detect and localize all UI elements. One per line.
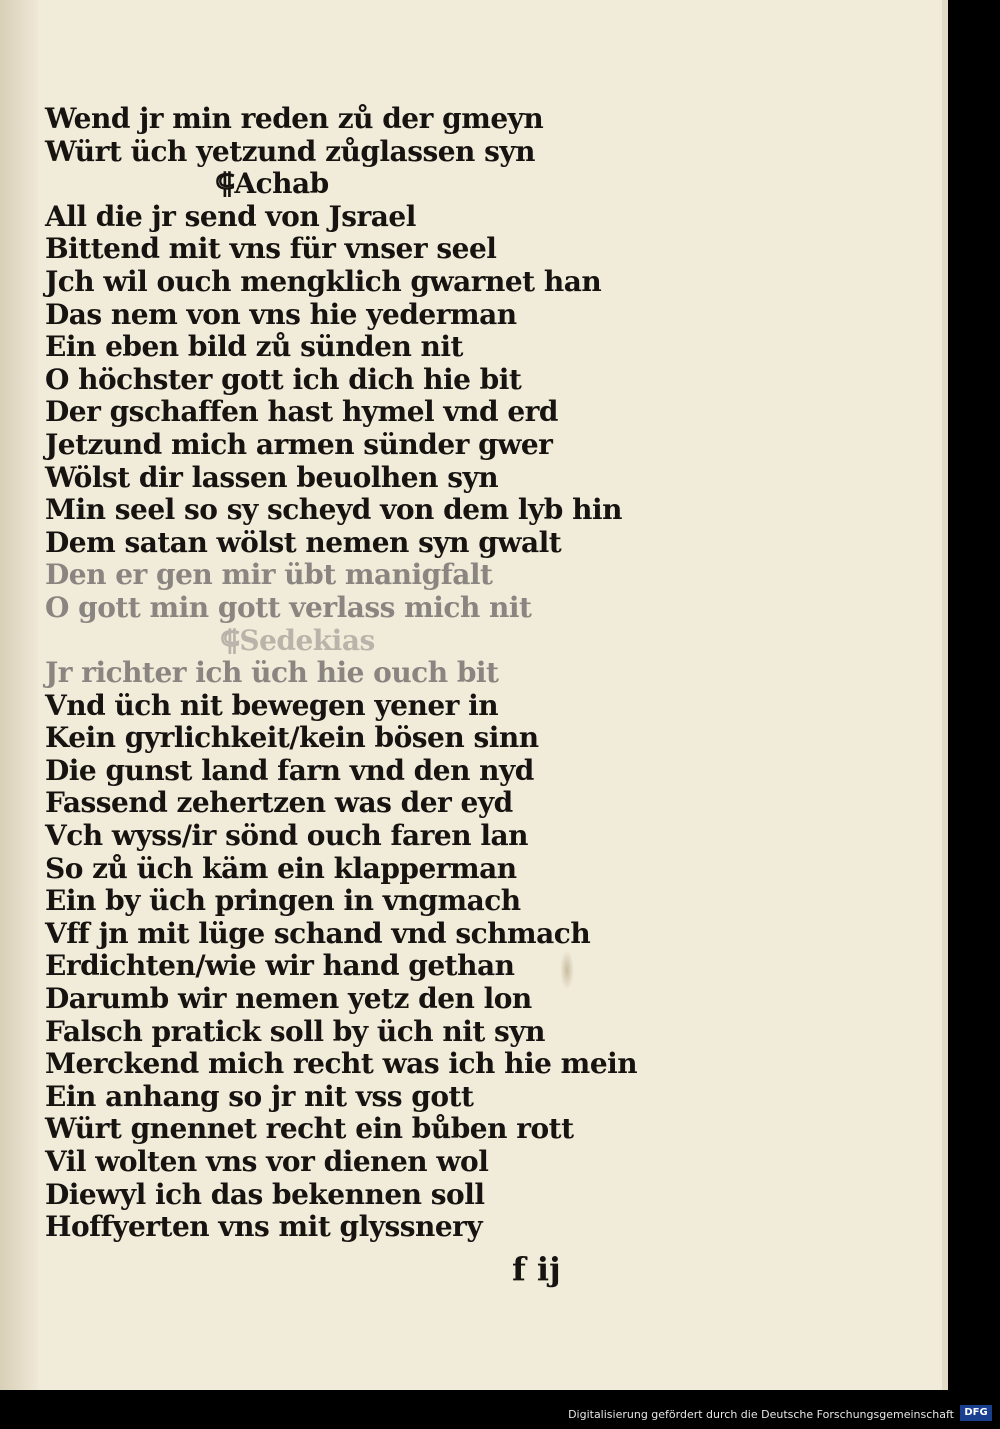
verse-line: Fassend zehertzen was der eyd [45,786,513,820]
verse-line: Merckend mich recht was ich hie mein [45,1047,638,1081]
verse-line: Vil wolten vns vor dienen wol [45,1145,489,1178]
funding-credit: Digitalisierung gefördert durch die Deutsche Forschungsgemeinschaft [568,1408,954,1421]
verse-line: Wend jr min reden zů der gmeyn [45,102,544,135]
verse-line: Diewyl ich das bekennen soll [45,1177,485,1211]
verse-line: Jch wil ouch mengklich gwarnet han [45,264,602,298]
verse-line: Kein gyrlichkeit/kein bösen sinn [45,721,539,755]
verse-line: Ein by üch pringen in vngmach [45,884,521,918]
page-edge [942,0,948,1390]
footer-bar [0,1390,1000,1429]
verse-line: All die jr send von Jsrael [45,199,416,233]
verse-line: Ein anhang so jr nit vss gott [45,1079,474,1113]
verse-line: Würt gnennet recht ein bůben rott [45,1112,574,1146]
verse-text-block [45,102,638,1244]
verse-line: Jetzund mich armen sünder gwer [45,427,553,461]
verse-line: Würt üch yetzund zůglassen syn [45,134,536,168]
verse-line: Vff jn mit lüge schand vnd schmach [45,916,591,950]
signature-mark: f ij [512,1250,561,1288]
verse-line: Vch wyss/ir sönd ouch faren lan [45,819,528,853]
verse-line: So zů üch käm ein klapperman [45,851,517,885]
verse-line: Dem satan wölst nemen syn gwalt [45,525,562,559]
verse-line: O gott min gott verlass mich nit [45,590,532,624]
page-gutter-shadow [0,0,38,1390]
verse-line: Die gunst land farn vnd den nyd [45,753,534,787]
verse-line: Hoffyerten vns mit glyssnery [45,1210,483,1244]
verse-line: Jr richter ich üch hie ouch bit [45,656,499,690]
verse-line: Vnd üch nit bewegen yener in [45,688,499,722]
verse-line: Ein eben bild zů sünden nit [45,330,463,364]
verse-line: Der gschaffen hast hymel vnd erd [45,395,558,429]
verse-line: Erdichten/wie wir hand gethan [45,949,515,983]
verse-line: Darumb wir nemen yetz den lon [45,982,532,1016]
verse-line: Bittend mit vns für vnser seel [45,232,497,266]
verse-line: Wölst dir lassen beuolhen syn [45,460,499,494]
speaker-heading: ⸿Achab [215,167,329,201]
verse-line: Den er gen mir übt manigfalt [45,558,493,592]
verse-line: Falsch pratick soll by üch nit syn [45,1014,545,1048]
verse-line: O höchster gott ich dich hie bit [45,362,522,396]
dfg-logo: DFG [960,1405,992,1421]
verse-line: Das nem von vns hie yederman [45,297,517,331]
verse-line: Min seel so sy scheyd von dem lyb hin [45,493,622,527]
speaker-heading: ⸿Sedekias [220,623,375,657]
